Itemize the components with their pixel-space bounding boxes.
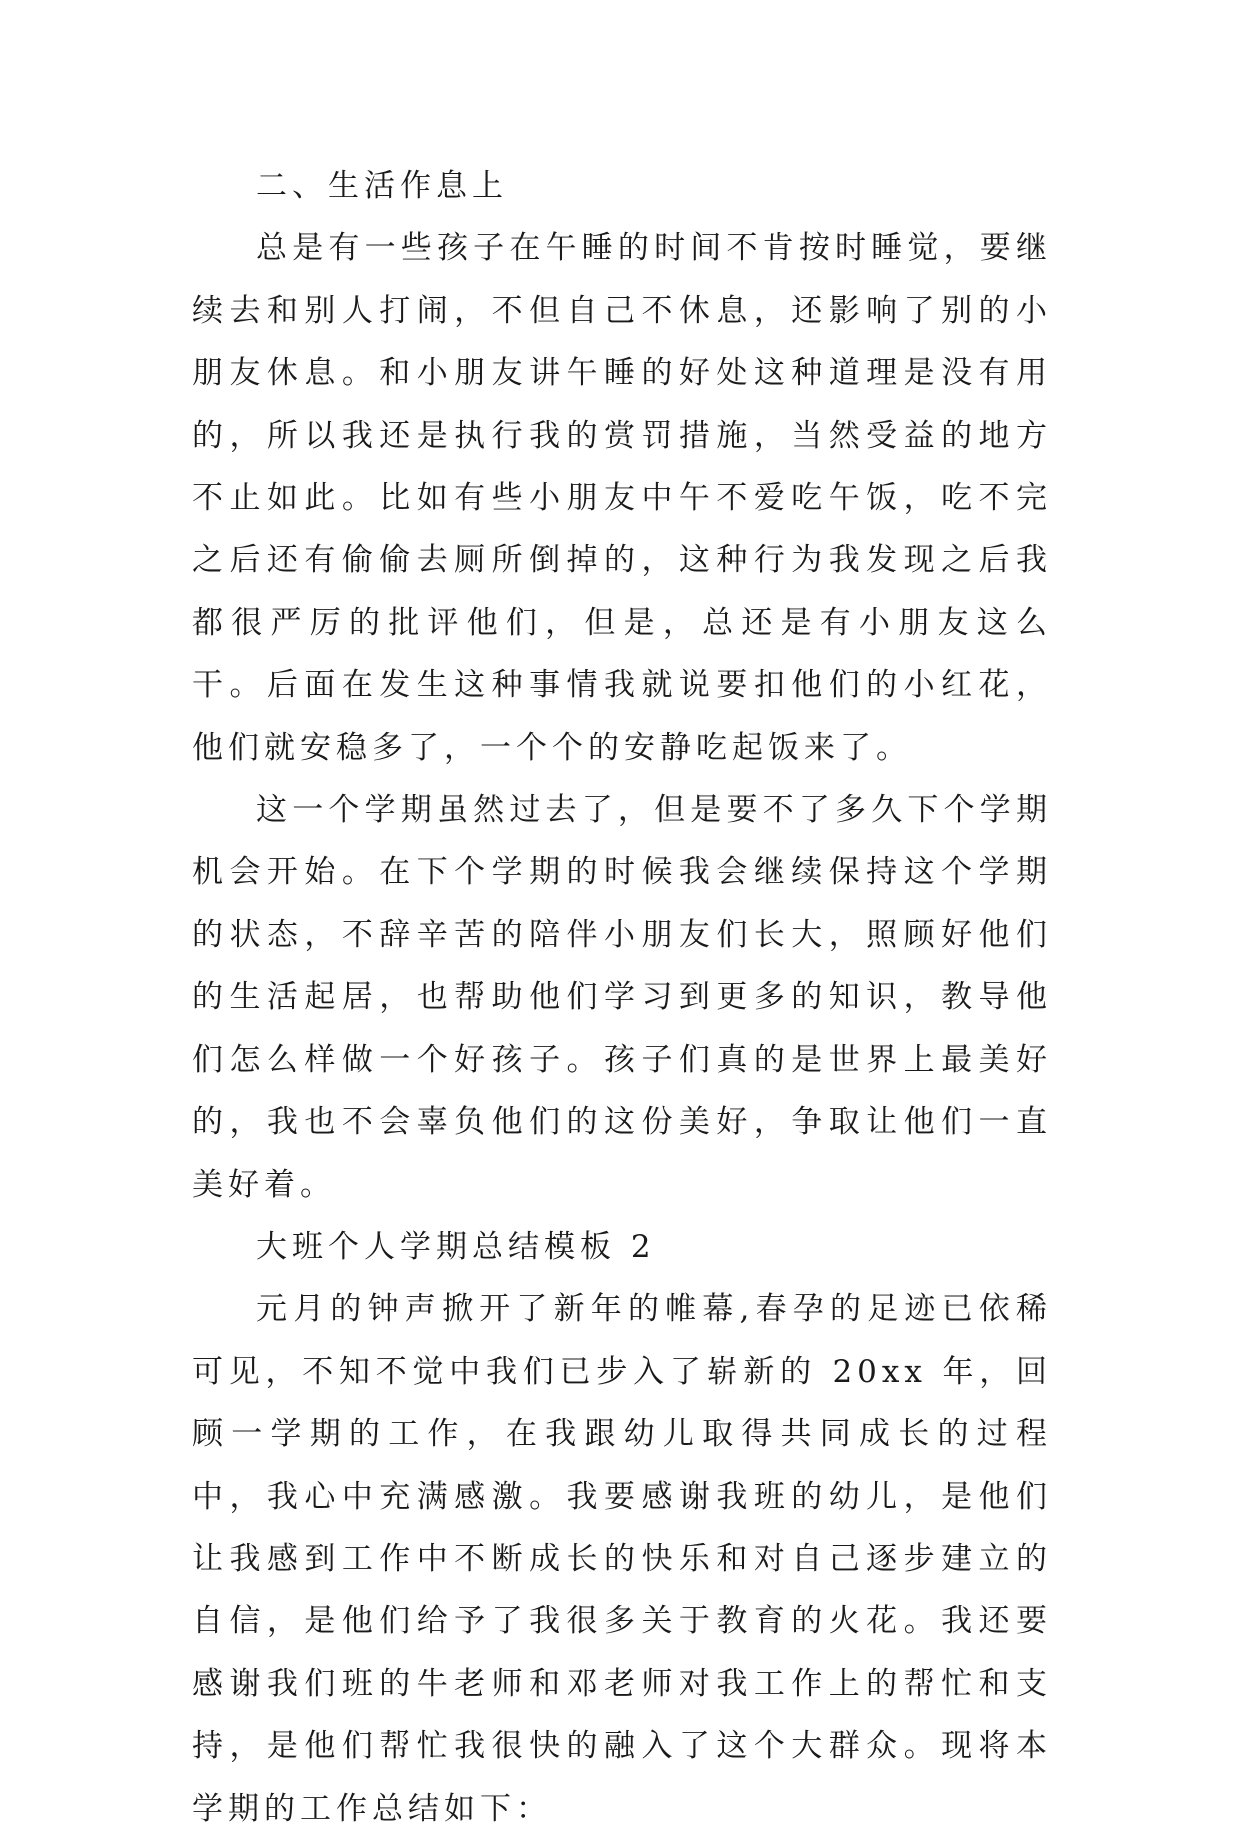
- paragraph-new-year-review: 元月的钟声掀开了新年的帷幕,春孕的足迹已依稀可见，不知不觉中我们已步入了崭新的 20xx 年，回顾一学期的工作，在我跟幼儿取得共同成长的过程中，我心中充满感激。我要感谢我班的幼儿，是他们让我感到工作中不断成长的快乐和对自己逐步建立的自信，是他们给予了我很多关于教育的火花。我还要感谢我们班的牛老师和邓老师对我工作上的帮忙和支持，是他们帮忙我很快的融入了这个大群众。现将本学期的工作总结如下：: [192, 1291, 1052, 1827]
- section-heading: 二、生活作息上: [256, 168, 508, 204]
- paragraph-semester-outlook: 这一个学期虽然过去了，但是要不了多久下个学期机会开始。在下个学期的时候我会继续保持这个学期的状态，不辞辛苦的陪伴小朋友们长大，照顾好他们的生活起居，也帮助他们学习到更多的知识，教导他们怎么样做一个好孩子。孩子们真的是世界上最美好的，我也不会辜负他们的这份美好，争取让他们一直美好着。: [192, 792, 1052, 1203]
- paragraph-nap-routine: 总是有一些孩子在午睡的时间不肯按时睡觉，要继续去和别人打闹，不但自己不休息，还影响了别的小朋友休息。和小朋友讲午睡的好处这种道理是没有用的，所以我还是执行我的赏罚措施，当然受益的地方不止如此。比如有些小朋友中午不爱吃午饭，吃不完之后还有偷偷去厕所倒掉的，这种行为我发现之后我都很严厉的批评他们，但是，总还是有小朋友这么干。后面在发生这种事情我就说要扣他们的小红花，他们就安稳多了，一个个的安静吃起饭来了。: [192, 230, 1052, 766]
- template-title: 大班个人学期总结模板 2: [256, 1228, 656, 1265]
- document-body: [192, 155, 1052, 1840]
